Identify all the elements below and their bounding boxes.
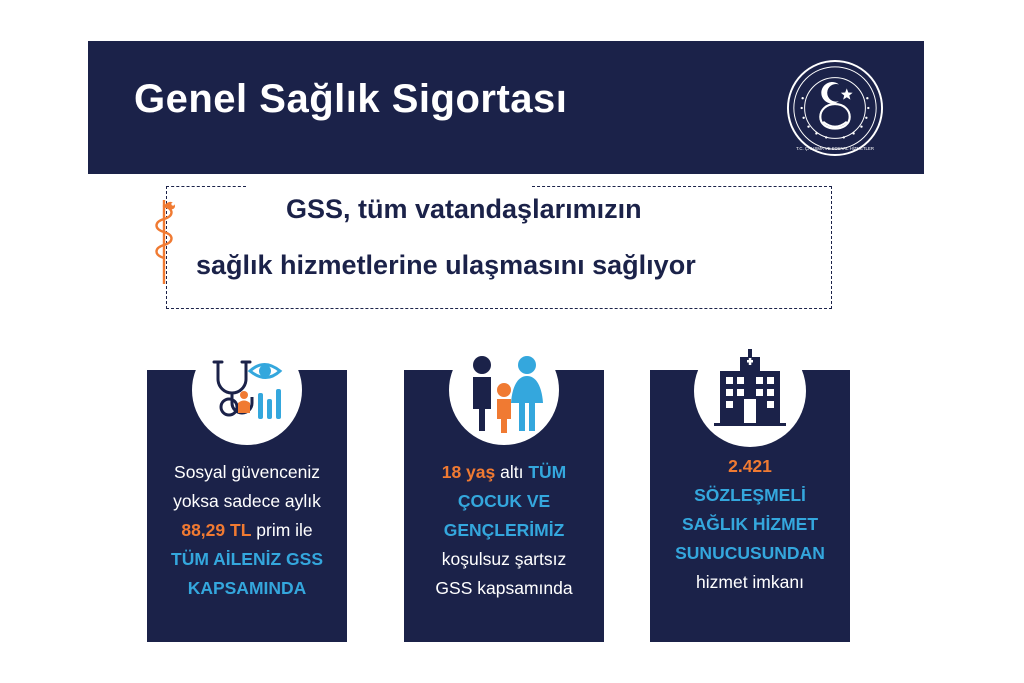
card-2-age-suffix: altı xyxy=(495,462,529,482)
card-1-line-4: TÜM AİLENİZ GSS xyxy=(171,549,323,569)
subtitle-line-2: sağlık hizmetlerine ulaşmasını sağlıyor xyxy=(196,250,696,280)
card-1-amount-suffix: prim ile xyxy=(251,520,313,540)
card-2-line-5: GSS kapsamında xyxy=(435,578,573,598)
card-1-line-2: yoksa sadece aylık xyxy=(173,491,321,511)
card-3-text xyxy=(658,452,842,597)
card-1-amount: 88,29 TL xyxy=(181,520,252,540)
card-3-line-4: SUNUCUSUNDAN xyxy=(675,543,825,563)
card-3-line-5: hizmet imkanı xyxy=(696,572,804,592)
card-1-line-3 xyxy=(155,516,339,545)
card-1-line-1: Sosyal güvenceniz xyxy=(174,462,320,482)
info-card-1 xyxy=(147,370,347,642)
info-card-3 xyxy=(650,370,850,642)
card-1-text xyxy=(155,458,339,603)
ministry-emblem-icon xyxy=(786,59,884,157)
card-2-line-1 xyxy=(412,458,596,487)
card-3-count: 2.421 xyxy=(728,456,772,476)
stethoscope-eye-icon xyxy=(192,335,302,445)
family-icon xyxy=(449,335,559,445)
card-2-line-2: ÇOCUK VE xyxy=(457,491,551,511)
card-2-line-3: GENÇLERİMİZ xyxy=(443,520,565,540)
card-2-age-suffix2: TÜM xyxy=(528,462,567,482)
subtitle-line-1: GSS, tüm vatandaşlarımızın xyxy=(286,194,642,224)
card-3-line-2: SÖZLEŞMELİ xyxy=(694,485,806,505)
card-1-line-5: KAPSAMINDA xyxy=(187,578,307,598)
info-card-2 xyxy=(404,370,604,642)
card-3-line-3: SAĞLIK HİZMET xyxy=(681,514,819,534)
hospital-building-icon xyxy=(694,335,806,447)
rod-of-asclepius-icon xyxy=(134,192,194,287)
card-2-line-4: koşulsuz şartsız xyxy=(441,549,567,569)
page-title: Genel Sağlık Sigortası xyxy=(134,77,568,121)
watermark-shape xyxy=(860,430,940,510)
card-2-age: 18 yaş xyxy=(441,462,496,482)
card-2-text xyxy=(412,458,596,603)
header-bar xyxy=(88,41,924,174)
emblem-caption: T.C. ÇALIŞMA VE SOSYAL HİZMETLER xyxy=(796,145,874,151)
